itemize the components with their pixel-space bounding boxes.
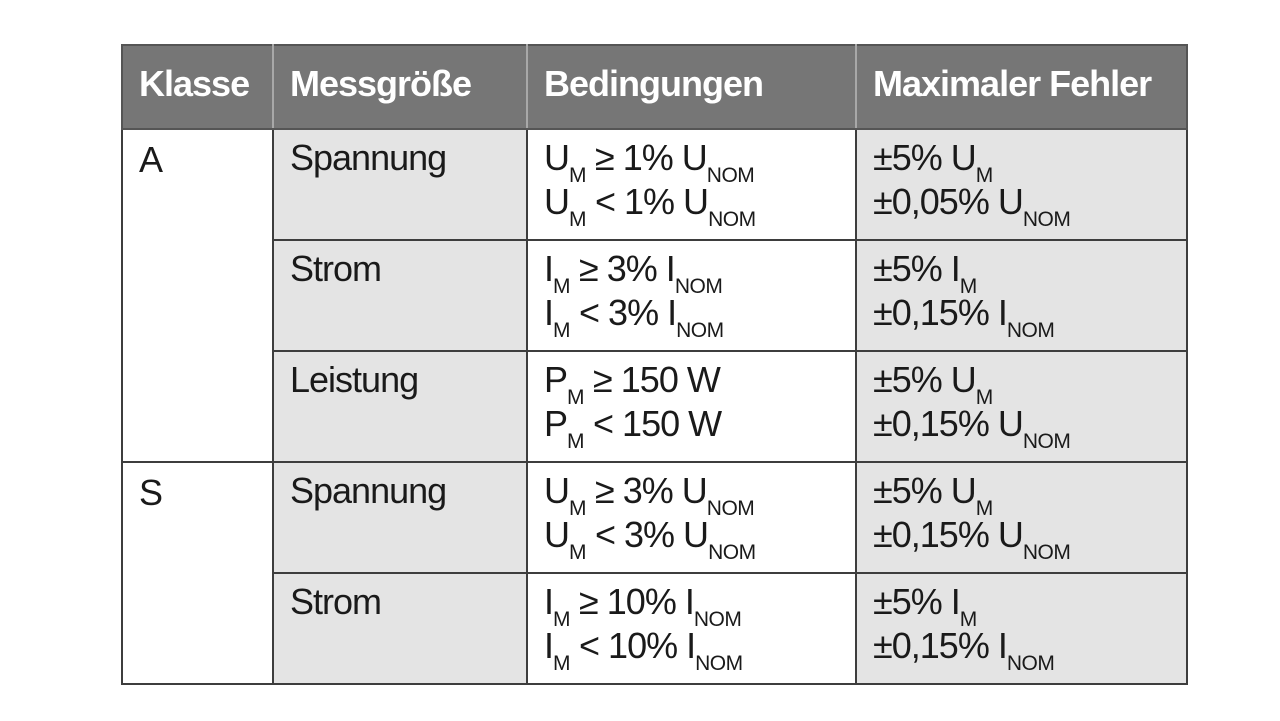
subscript-text: NOM: [1006, 652, 1055, 675]
fehler-line: [873, 291, 1186, 342]
condition-text: < 3% U: [586, 514, 709, 555]
subscript-text: M: [975, 386, 993, 409]
subscript-text: NOM: [674, 275, 723, 298]
symbol-text: P: [544, 359, 568, 400]
subscript-text: M: [553, 319, 571, 342]
bedingungen-cell: [527, 240, 856, 351]
error-text: ±5% U: [873, 137, 976, 178]
subscript-text: M: [569, 164, 586, 187]
messgroesse-cell: Spannung: [273, 129, 527, 240]
symbol-text: U: [544, 514, 569, 555]
klasse-cell: S: [122, 462, 273, 684]
subscript-text: NOM: [706, 497, 755, 520]
bedingungen-cell: [527, 351, 856, 462]
condition-text: < 10% I: [570, 625, 696, 666]
subscript-text: M: [959, 608, 977, 631]
header-klasse: Klasse: [122, 45, 273, 129]
header-messgroesse: Messgröße: [273, 45, 527, 129]
subscript-text: M: [569, 208, 586, 231]
subscript-text: NOM: [693, 608, 742, 631]
messgroesse-cell: Spannung: [273, 462, 527, 573]
condition-text: < 1% U: [586, 181, 709, 222]
subscript-text: NOM: [1022, 208, 1071, 231]
subscript-text: M: [553, 608, 571, 631]
symbol-text: I: [544, 581, 554, 622]
bedingung-line: [544, 580, 855, 631]
condition-text: < 3% I: [570, 292, 677, 333]
fehler-line: [873, 247, 1186, 298]
fehler-line: [873, 580, 1186, 631]
table-body: [122, 129, 1187, 684]
subscript-text: NOM: [1022, 430, 1071, 453]
condition-text: ≥ 1% U: [586, 137, 707, 178]
bedingungen-cell: [527, 573, 856, 684]
bedingung-line: [544, 247, 855, 298]
subscript-text: M: [553, 652, 571, 675]
subscript-text: M: [569, 541, 586, 564]
bedingung-line: [544, 513, 855, 564]
error-text: ±0,05% U: [873, 181, 1023, 222]
symbol-text: I: [544, 292, 554, 333]
bedingungen-cell: [527, 129, 856, 240]
bedingung-line: [544, 180, 855, 231]
subscript-text: NOM: [706, 164, 755, 187]
subscript-text: M: [569, 497, 586, 520]
subscript-text: NOM: [1006, 319, 1055, 342]
subscript-text: M: [553, 275, 571, 298]
subscript-text: NOM: [708, 208, 756, 231]
condition-text: ≥ 3% I: [570, 248, 675, 289]
bedingung-line: [544, 469, 855, 520]
maximaler-fehler-cell: [856, 462, 1187, 573]
table-row: [122, 573, 1187, 684]
symbol-text: I: [544, 248, 554, 289]
bedingungen-cell: [527, 462, 856, 573]
fehler-line: [873, 469, 1186, 520]
bedingung-line: [544, 402, 855, 453]
error-text: ±5% U: [873, 470, 976, 511]
header-row: [122, 45, 1187, 129]
subscript-text: NOM: [695, 652, 743, 675]
header-maximaler-fehler: Maximaler Fehler: [856, 45, 1187, 129]
fehler-line: [873, 402, 1186, 453]
fehler-line: [873, 513, 1186, 564]
error-text: ±5% U: [873, 359, 976, 400]
bedingung-line: [544, 136, 855, 187]
subscript-text: M: [959, 275, 977, 298]
error-text: ±0,15% U: [873, 514, 1023, 555]
symbol-text: I: [544, 625, 554, 666]
subscript-text: NOM: [1022, 541, 1071, 564]
error-text: ±5% I: [873, 581, 960, 622]
subscript-text: M: [567, 430, 585, 453]
condition-text: ≥ 150 W: [584, 359, 720, 400]
table-row: [122, 129, 1187, 240]
messgroesse-cell: Strom: [273, 240, 527, 351]
subscript-text: M: [975, 497, 993, 520]
symbol-text: P: [544, 403, 568, 444]
header-bedingungen: Bedingungen: [527, 45, 856, 129]
measurement-accuracy-table: [121, 44, 1188, 685]
bedingung-line: [544, 358, 855, 409]
error-text: ±5% I: [873, 248, 960, 289]
klasse-cell: A: [122, 129, 273, 462]
maximaler-fehler-cell: [856, 240, 1187, 351]
symbol-text: U: [544, 137, 569, 178]
fehler-line: [873, 358, 1186, 409]
table-row: [122, 462, 1187, 573]
condition-text: < 150 W: [584, 403, 722, 444]
messgroesse-cell: Strom: [273, 573, 527, 684]
subscript-text: NOM: [676, 319, 724, 342]
subscript-text: M: [567, 386, 585, 409]
maximaler-fehler-cell: [856, 129, 1187, 240]
table-row: [122, 240, 1187, 351]
maximaler-fehler-cell: [856, 573, 1187, 684]
subscript-text: M: [975, 164, 993, 187]
symbol-text: U: [544, 181, 569, 222]
error-text: ±0,15% U: [873, 403, 1023, 444]
error-text: ±0,15% I: [873, 292, 1007, 333]
condition-text: ≥ 10% I: [570, 581, 694, 622]
subscript-text: NOM: [708, 541, 756, 564]
maximaler-fehler-cell: [856, 351, 1187, 462]
symbol-text: U: [544, 470, 569, 511]
messgroesse-cell: Leistung: [273, 351, 527, 462]
fehler-line: [873, 624, 1186, 675]
condition-text: ≥ 3% U: [586, 470, 707, 511]
fehler-line: [873, 136, 1186, 187]
table-row: [122, 351, 1187, 462]
error-text: ±0,15% I: [873, 625, 1007, 666]
fehler-line: [873, 180, 1186, 231]
